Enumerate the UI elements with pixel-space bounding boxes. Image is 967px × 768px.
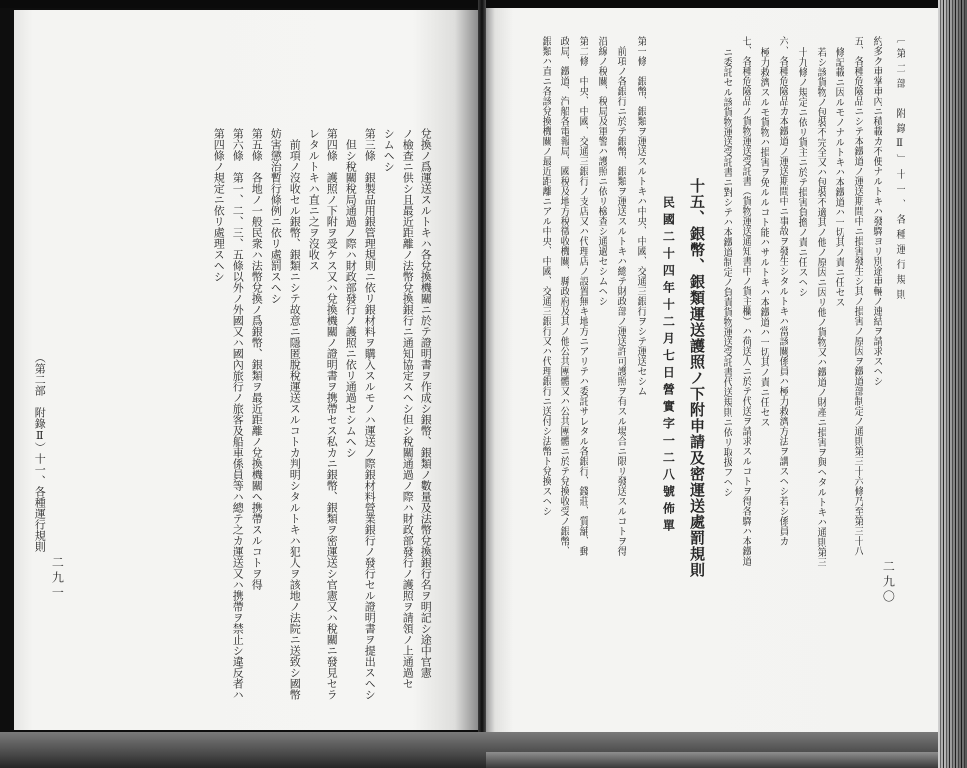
article-column: 前項ノ各銀行ニ於テ銀幣、銀類ヲ運送スルトキハ總テ財政部ノ運送許可護照ヲ有スル場合ニ限リ發送スルコトヲ得 [615, 46, 626, 556]
text-column: 第五條 各地ノ一般民衆ハ法幣兌換ノ爲銀幣、銀類ヲ最近距離ノ兌換機關ヘ携帶スルコトヲ得 [250, 128, 264, 590]
page-edge-stack [938, 0, 967, 768]
running-head: （第二部 附錄Ⅱ）十一、各種運行規則 [33, 352, 47, 552]
article-column: 政局、鐵道、汽船各電報局、國稅及地方稅徵收機關、縣政府及其ノ他公共團體又ハ公共團體ニ於テ兌換收受ノ銀幣、 [558, 36, 569, 556]
text-column: 妨害懲治暫行條例ニ依リ處罰スヘシ [269, 128, 283, 304]
text-column: 七、各種危險品ノ貨物運送受託書（貨物運送通知書中ノ貨主欄）ハ荷送人ニ於テ代送ヲ請求スルコトヲ得各驛ハ本鐵道 [740, 36, 751, 566]
text-column: 但シ稅關稅局通過ノ際ハ財政部發行ノ護照ニ依リ通過セシムヘシ [344, 139, 358, 458]
text-column: ノ檢查ニ供シ且最近距離ノ法幣兌換銀行ニ通知協定スヘシ但シ稅關通過ノ際ハ財政部發行ノ護照ヲ請領ノ上通過セ [401, 128, 415, 689]
text-column: 第四條ノ規定ニ依リ處理スヘシ [212, 128, 226, 282]
article-column: 銀類ハ直ニ各該兌換機關ノ最近距離ニアル中央、中國、交通三銀行又ハ代理銀行ニ送付シ法幣ト兌換スヘシ [540, 36, 551, 516]
scan-bottom-border-right [486, 752, 938, 768]
article-column: 第一條 銀幣、銀類ヲ運送スルトキハ中央、中國、交通三銀行ヲシテ運送セシム [635, 36, 646, 396]
running-head: 〔第二部 附錄Ⅱ〕十一、各種運行規則 [894, 33, 905, 304]
text-column: ニ委託セル該貨物運送受託書ニ對シテハ本鐵道制定ノ負責貨物運送受託書代送規則ニ依リ取扱フヘシ [721, 47, 732, 497]
page-number: 二九〇 [881, 560, 896, 605]
section-title: 十五、銀幣、銀類運送護照ノ下附申請及密運送處罰規則 [688, 178, 706, 578]
text-column: 五、各種危險品ニシテ本鐵道ノ運送期間中ニ損害發生シ其ノ損害ノ原因ヲ鐵道部制定ノ通則第三十六條乃至第三十八 [852, 36, 863, 556]
text-column: 第四條 護照ノ下附ヲ受ケス又ハ兌換機關ノ證明書ヲ携帶セス私カニ銀幣、銀類ヲ密運送シ官憲又ハ稅關ニ發見セラ [325, 128, 339, 700]
article-column: 沿線ノ稅關、稅局及軍警ハ護照ニ依リ檢查シ通過セシムヘシ [596, 36, 607, 306]
text-column: 六、各種危險品カ本鐵道ノ運送期間中ニ事故ヲ發生シタルトキハ當該關係員ハ極力救濟方法ヲ講スヘシ若シ係員カ [777, 36, 788, 546]
article-column: 第二條 中央、中國、交通三銀行ノ支店又ハ代理店ノ設置無キ地方ニアリテハ委託サレタル各銀行、錢莊、質舖、郵 [577, 36, 588, 556]
text-column: 極力救濟スルモ貨物ハ損害ヲ免ルルコト能ハサルトキハ本鐵道ハ一切其ノ責ニ任セス [758, 47, 769, 427]
book-gutter [478, 0, 486, 768]
page-number: 二九一 [50, 556, 65, 601]
text-column: 第六條 第一、二、三、五條以外ノ外國又ハ國內旅行ノ旅客及船車係員等ハ總テ之カ運送又ハ携帶ヲ禁止シ違反者ハ [231, 128, 245, 700]
text-column: 前項ノ沒收セル銀幣、銀類ニシテ故意ニ隱匿脫稅運送スルコトカ判明シタルトキハ犯人ヲ該地ノ法院ニ送致シ國幣 [288, 139, 302, 700]
text-column: レタルトキハ直ニ之ヲ沒收ス [307, 128, 321, 271]
text-column: 條記載ニ因ルモノナルトキハ本鐵道ハ一切其ノ責ニ任セス [833, 47, 844, 307]
text-column: 兌換ノ爲運送スルトキハ各兌換機關ニ於テ證明書ヲ作成シ銀幣、銀類ノ數量及法幣兌換銀行名ヲ明記シ途中官憲 [419, 128, 433, 678]
section-subtitle: 民國二十四年十二月七日營實字一二八號佈單 [661, 196, 676, 536]
text-column: 若シ該貨物ノ包裝不完全又ハ包裝不適其ノ他ノ原因ニ因リ他ノ貨物又ハ鐵道ノ財產ニ損害ヲ與ヘタルトキハ通則第三 [815, 47, 826, 567]
text-column: 十九條ノ規定ニ依リ貨主ニ於テ損害負擔ノ責ニ任スヘシ [796, 47, 807, 297]
text-column: シムヘシ [382, 128, 396, 172]
text-column: 第三條 銀製品用銀管理規則ニ依リ銀材料ヲ購入スルモノハ運送ノ際銀材料營業銀行ノ發行セル證明書ヲ提出スヘシ [363, 128, 377, 700]
text-column: 約多ク車掌車內ニ積載カ不便ナルトキハ發驛ヨリ別途車輛ノ連結ヲ請求スヘシ [871, 36, 882, 386]
